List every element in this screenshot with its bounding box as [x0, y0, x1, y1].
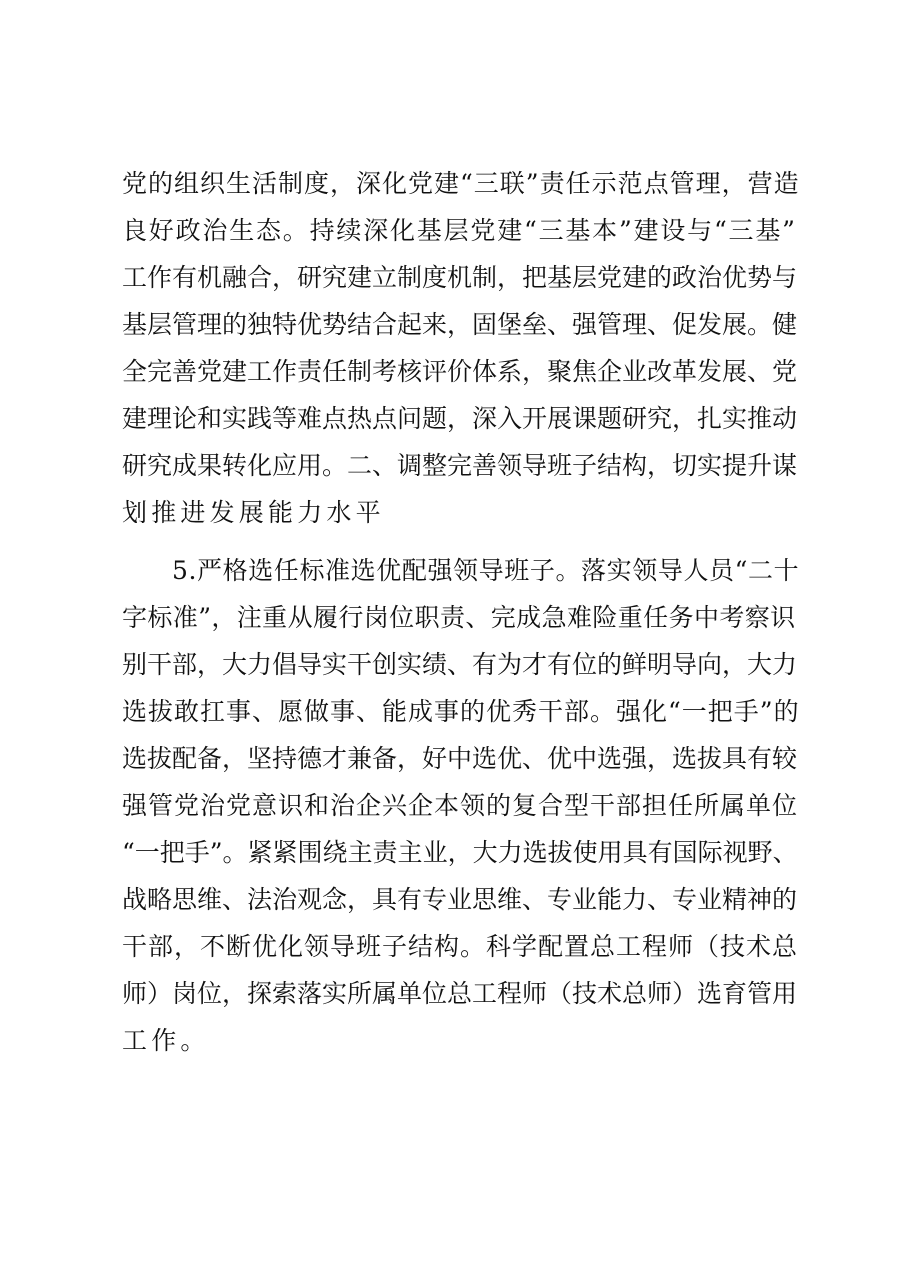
- text-line: 划推进发展能力水平: [122, 498, 385, 527]
- text-line: “一把手”。紧紧围绕主责主业，大力选拔使用具有国际视野、: [122, 838, 798, 867]
- text-line: 干部，不断优化领导班子结构。科学配置总工程师（技术总: [122, 932, 799, 961]
- text-line: 选拔配备，坚持德才兼备，好中选优、优中选强，选拔具有较: [122, 744, 798, 773]
- text-line: 党的组织生活制度，深化党建“三联”责任示范点管理，营造: [122, 169, 800, 198]
- text-line: 良好政治生态。持续深化基层党建“三基本”建设与“三基”: [122, 216, 797, 245]
- text-line: 工作有机融合，研究建立制度机制，把基层党建的政治优势与: [122, 263, 798, 292]
- text-line: 5.严格选任标准选优配强领导班子。落实领导人员“二十: [172, 556, 800, 585]
- text-line: 选拔敢扛事、愿做事、能成事的优秀干部。强化“一把手”的: [122, 697, 800, 726]
- text-line: 字标准”，注重从履行岗位职责、完成急难险重任务中考察识: [122, 603, 796, 632]
- text-line: 基层管理的独特优势结合起来，固堡垒、强管理、促发展。健: [122, 310, 798, 339]
- text-line: 师）岗位，探索落实所属单位总工程师（技术总师）选育管用: [122, 979, 798, 1008]
- text-line: 工作。: [122, 1026, 210, 1055]
- text-line: 战略思维、法治观念，具有专业思维、专业能力、专业精神的: [122, 885, 798, 914]
- text-line: 别干部，大力倡导实干创实绩、有为才有位的鲜明导向，大力: [122, 650, 798, 679]
- text-line: 研究成果转化应用。二、调整完善领导班子结构，切实提升谋: [122, 451, 798, 480]
- text-line: 全完善党建工作责任制考核评价体系，聚焦企业改革发展、党: [122, 357, 798, 386]
- text-line: 建理论和实践等难点热点问题，深入开展课题研究，扎实推动: [122, 404, 798, 433]
- text-line: 强管党治党意识和治企兴企本领的复合型干部担任所属单位: [122, 791, 799, 820]
